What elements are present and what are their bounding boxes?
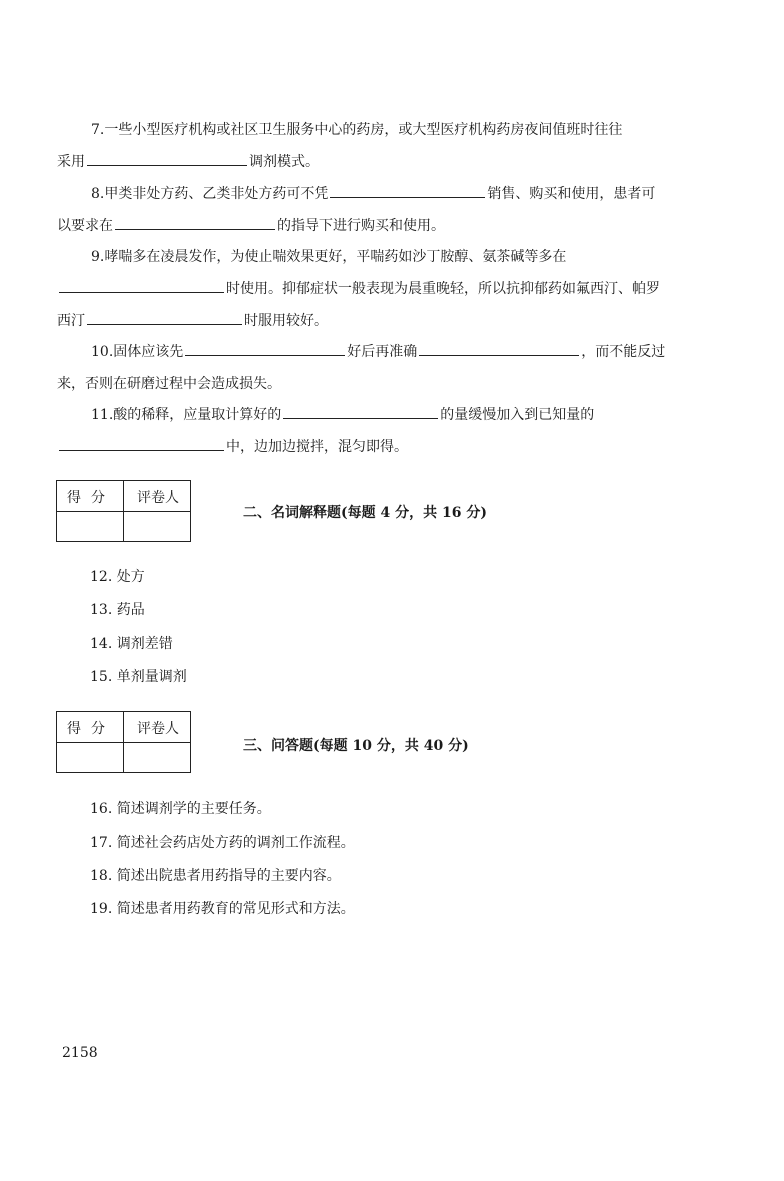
score-label: 得分 bbox=[67, 721, 115, 737]
question-7: 7.一些小型医疗机构或社区卫生服务中心的药房，或大型医疗机构药房夜间值班时往往 采用 调剂模式。 bbox=[57, 114, 730, 178]
term-item: 14. 调剂差错 bbox=[90, 636, 173, 652]
section-2-title: 二、名词解释题(每题 4 分，共 16 分) bbox=[243, 505, 487, 521]
page-number: 2158 bbox=[62, 1045, 98, 1061]
question-number: 10. bbox=[91, 344, 114, 360]
table-divider bbox=[57, 511, 190, 512]
score-label: 得分 bbox=[67, 490, 115, 506]
question-item: 19. 简述患者用药教育的常见形式和方法。 bbox=[90, 901, 355, 917]
answer-blank[interactable] bbox=[419, 337, 579, 356]
answer-blank[interactable] bbox=[330, 179, 485, 198]
question-8: 8.甲类非处方药、乙类非处方药可不凭 销售、购买和使用，患者可 以要求在 的指导下进行购买和使用。 bbox=[57, 178, 730, 242]
question-item: 18. 简述出院患者用药指导的主要内容。 bbox=[90, 868, 341, 884]
question-number: 8. bbox=[91, 186, 105, 202]
score-table-section-3 bbox=[56, 711, 191, 773]
term-item: 13. 药品 bbox=[90, 602, 145, 618]
answer-blank[interactable] bbox=[59, 274, 224, 293]
question-item: 16. 简述调剂学的主要任务。 bbox=[90, 801, 271, 817]
table-divider bbox=[57, 742, 190, 743]
section-3-title: 三、问答题(每题 10 分，共 40 分) bbox=[243, 738, 469, 754]
question-number: 11. bbox=[91, 407, 114, 423]
score-table-section-2 bbox=[56, 480, 191, 542]
question-number: 7. bbox=[91, 122, 105, 138]
term-item: 12. 处方 bbox=[90, 569, 145, 585]
question-11: 11.酸的稀释，应量取计算好的 的量缓慢加入到已知量的 中，边加边搅拌，混匀即得。 bbox=[57, 399, 730, 463]
answer-blank[interactable] bbox=[283, 400, 438, 419]
answer-blank[interactable] bbox=[59, 432, 224, 451]
term-item: 15. 单剂量调剂 bbox=[90, 669, 187, 685]
answer-blank[interactable] bbox=[185, 337, 345, 356]
question-item: 17. 简述社会药店处方药的调剂工作流程。 bbox=[90, 835, 355, 851]
answer-blank[interactable] bbox=[87, 306, 242, 325]
question-number: 9. bbox=[91, 249, 105, 265]
answer-blank[interactable] bbox=[87, 147, 247, 166]
question-10: 10.固体应该先 好后再准确 ，而不能反过 来，否则在研磨过程中会造成损失。 bbox=[57, 336, 730, 400]
answer-blank[interactable] bbox=[115, 211, 275, 230]
question-9: 9.哮喘多在凌晨发作，为使止喘效果更好，平喘药如沙丁胺醇、氨茶碱等多在 时使用。抑郁症状一般表现为晨重晚轻，所以抗抑郁药如氟西汀、帕罗 西汀 时服用较好。 bbox=[57, 241, 730, 337]
grader-label: 评卷人 bbox=[137, 721, 179, 737]
grader-label: 评卷人 bbox=[137, 490, 179, 506]
